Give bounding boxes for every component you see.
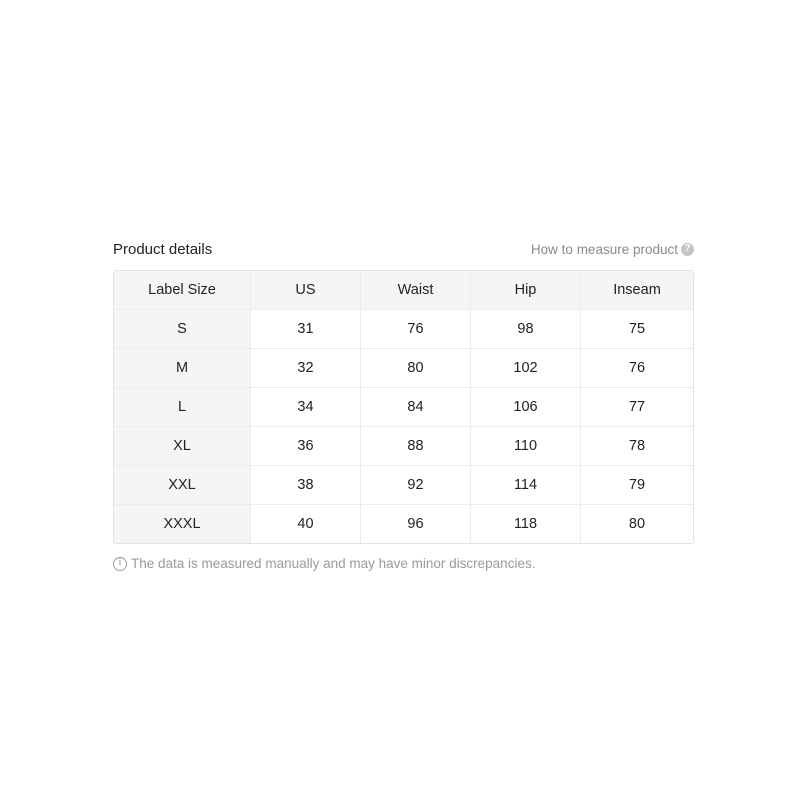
product-details-panel	[113, 238, 694, 571]
waist-cell: 80	[361, 349, 471, 388]
table-row	[114, 349, 693, 388]
hip-cell: 106	[471, 388, 581, 427]
inseam-cell: 75	[581, 310, 693, 349]
us-cell: 38	[251, 466, 361, 505]
column-header-label-size: Label Size	[114, 271, 251, 310]
table-header-row	[114, 271, 693, 310]
inseam-cell: 80	[628, 516, 646, 532]
question-mark-icon[interactable]: ?	[681, 243, 694, 256]
table-row	[114, 466, 693, 505]
label-size-cell: L	[114, 388, 251, 427]
hip-cell: 118	[471, 505, 581, 543]
us-cell: 40	[251, 505, 361, 543]
hip-cell: 114	[471, 466, 581, 505]
label-size-cell: XL	[114, 427, 251, 466]
column-header-us: US	[251, 271, 361, 310]
column-header-waist: Waist	[361, 271, 471, 310]
us-cell: 34	[251, 388, 361, 427]
table-row	[114, 310, 693, 349]
table-row	[114, 388, 693, 427]
inseam-cell: 79	[581, 466, 693, 505]
waist-cell: 84	[361, 388, 471, 427]
disclaimer-text: The data is measured manually and may have minor discrepancies.	[131, 556, 536, 571]
inseam-cell: 78	[581, 427, 693, 466]
waist-cell: 96	[361, 505, 471, 543]
hip-cell: 102	[471, 349, 581, 388]
us-cell: 31	[251, 310, 361, 349]
column-header-hip: Hip	[471, 271, 581, 310]
waist-cell: 92	[361, 466, 471, 505]
size-chart-table	[113, 270, 694, 544]
table-row	[114, 427, 693, 466]
inseam-cell: 76	[581, 349, 693, 388]
how-to-measure-label: How to measure product	[530, 241, 678, 257]
column-header-inseam: Inseam	[581, 271, 693, 310]
label-size-cell: XXXL	[114, 505, 251, 543]
waist-cell: 88	[361, 427, 471, 466]
inseam-cell: 77	[581, 388, 693, 427]
us-cell: 32	[251, 349, 361, 388]
info-icon: i	[113, 557, 127, 571]
panel-header	[113, 238, 694, 260]
label-size-cell: M	[114, 349, 251, 388]
measurement-disclaimer	[113, 556, 694, 571]
how-to-measure-link[interactable]	[531, 242, 694, 257]
waist-cell: 76	[361, 310, 471, 349]
label-size-cell: S	[114, 310, 251, 349]
hip-cell: 98	[471, 310, 581, 349]
panel-title: Product details	[113, 240, 213, 258]
label-size-cell: XXL	[114, 466, 251, 505]
hip-cell: 110	[471, 427, 581, 466]
us-cell: 36	[251, 427, 361, 466]
table-row	[114, 505, 693, 543]
